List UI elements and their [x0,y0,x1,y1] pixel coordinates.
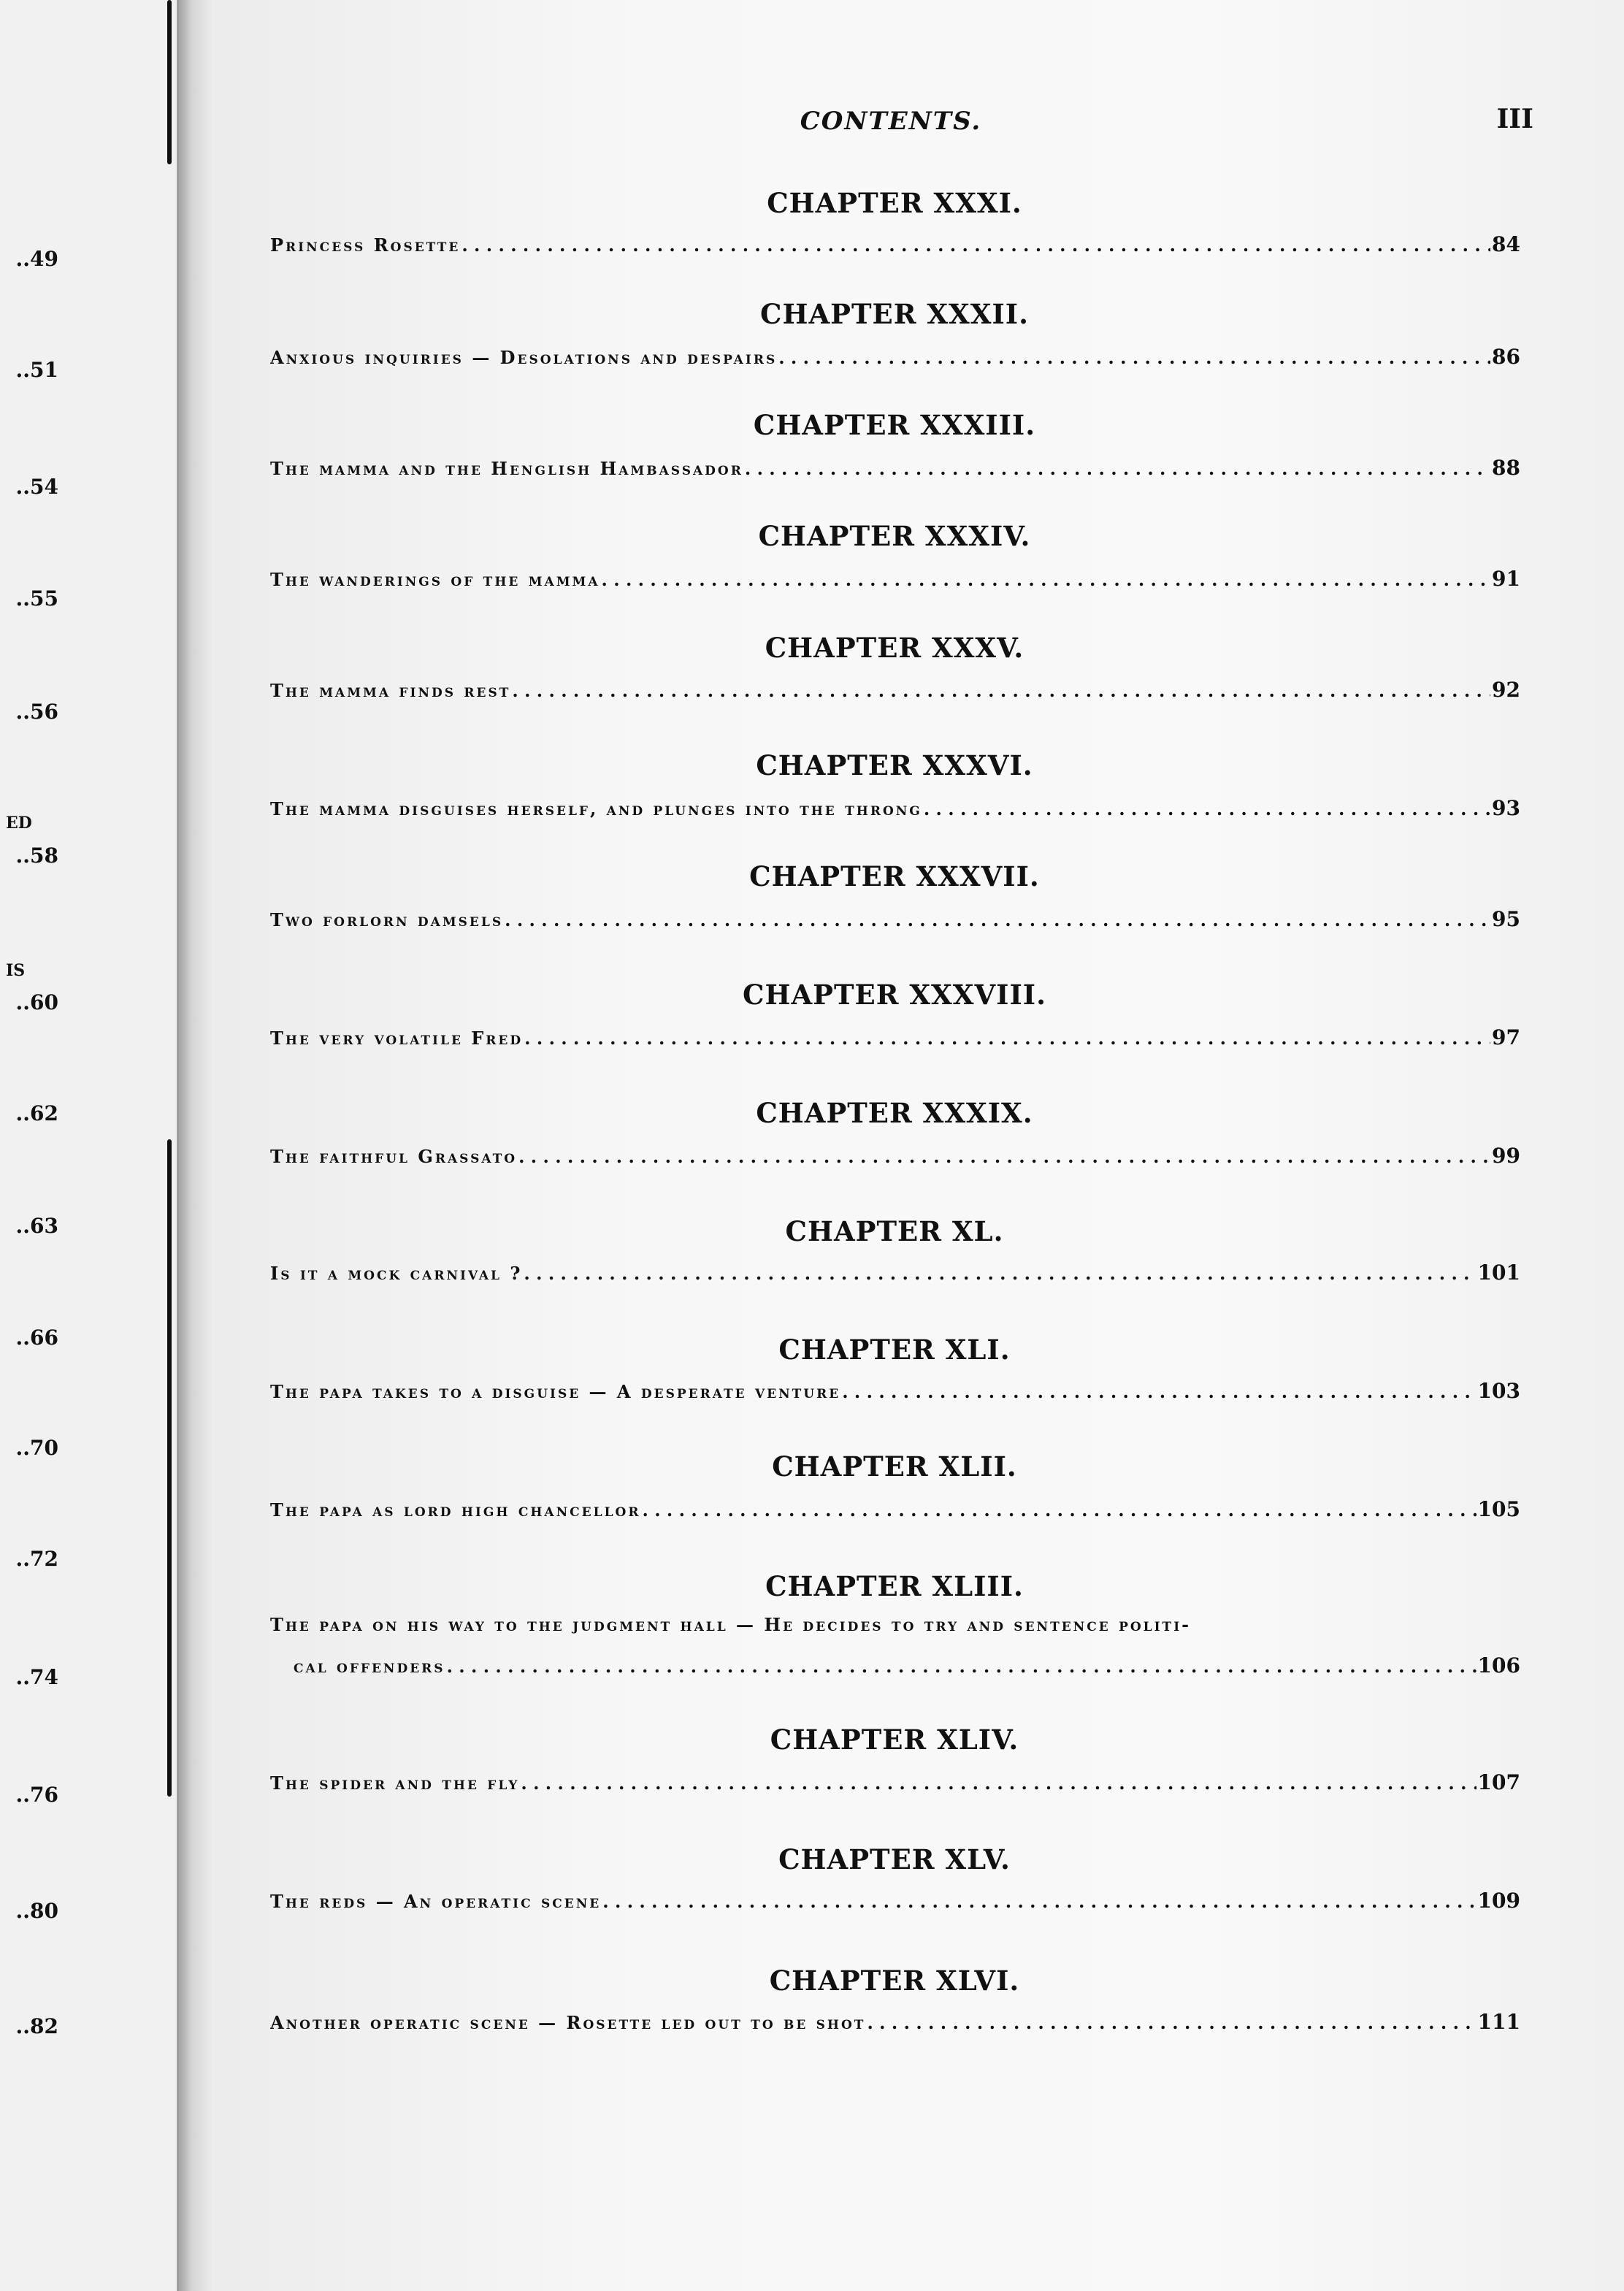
chapter-title-continuation: cal offenders [294,1656,445,1677]
chapter-heading: CHAPTER XXXVIII. [743,979,1046,1011]
chapter-title: The very volatile Fred [270,1028,524,1049]
chapter-heading: CHAPTER XL. [785,1215,1004,1247]
toc-entry [270,1261,1520,1285]
left-page-number: ..51 [15,358,58,382]
left-page-number: ..58 [15,844,58,868]
left-page-number: ..49 [15,247,58,271]
dot-leader [867,2012,1476,2033]
chapter-heading: CHAPTER XLIII. [765,1570,1024,1602]
dot-leader [778,347,1490,368]
chapter-title: Anxious inquiries — Desolations and despairs [270,347,778,368]
chapter-page-number: 107 [1477,1770,1520,1794]
toc-entry [270,796,1520,820]
chapter-page-number: 99 [1492,1144,1520,1168]
dot-leader [642,1499,1476,1521]
left-page-fragment: ED [6,814,32,833]
toc-entry [270,1144,1520,1168]
left-page-number: ..74 [15,1665,58,1689]
left-page-number: ..66 [15,1326,58,1350]
toc-entry [270,1889,1520,1913]
chapter-title: Princess Rosette [270,234,461,256]
chapter-page-number: 88 [1492,456,1520,480]
left-facing-page [0,0,177,2291]
chapter-title: The wanderings of the mamma [270,569,600,590]
toc-entry [270,907,1520,931]
chapter-heading: CHAPTER XXXII. [760,298,1029,330]
chapter-page-number: 84 [1492,232,1520,256]
chapter-title: The mamma and the Henglish Hambassador [270,458,743,479]
dot-leader [524,1263,1476,1284]
dot-leader [447,1656,1476,1677]
left-page-number: ..76 [15,1783,58,1807]
left-page-number: ..70 [15,1436,58,1460]
chapter-title: The mamma disguises herself, and plunges into the throng [270,798,922,819]
chapter-heading: CHAPTER XXXIII. [753,409,1036,441]
toc-entry [270,345,1520,369]
toc-entry [270,2010,1520,2034]
chapter-page-number: 86 [1492,345,1520,369]
left-page-number: ..62 [15,1101,58,1125]
chapter-heading: CHAPTER XXXI. [767,187,1022,219]
dot-leader [842,1381,1476,1402]
chapter-heading: CHAPTER XLI. [778,1334,1011,1366]
page-number: III [1496,104,1533,134]
left-page-number: ..80 [15,1899,58,1923]
chapter-title: The spider and the fly [270,1772,520,1794]
chapter-page-number: 92 [1492,678,1520,702]
dot-leader [745,458,1490,479]
chapter-page-number: 103 [1477,1379,1520,1403]
left-page-fragment: IS [6,961,26,980]
chapter-heading: CHAPTER XXXV. [765,632,1024,664]
chapter-title: Is it a mock carnival ? [270,1263,523,1284]
dot-leader [521,1772,1476,1794]
dot-leader [461,234,1490,256]
chapter-page-number: 101 [1477,1261,1520,1285]
chapter-heading: CHAPTER XLV. [778,1843,1011,1875]
toc-entry [270,1379,1520,1403]
binding-mark [167,0,172,164]
chapter-heading: CHAPTER XXXVII. [749,860,1040,892]
toc-entry [270,1497,1520,1521]
chapter-page-number: 109 [1477,1889,1520,1913]
chapter-title: The papa as lord high chancellor [270,1499,641,1521]
chapter-page-number: 95 [1492,907,1520,931]
left-page-number: ..82 [15,2014,58,2038]
chapter-heading: CHAPTER XXXIV. [758,520,1031,552]
left-page-number: ..63 [15,1214,58,1238]
dot-leader [512,680,1490,701]
chapter-title: Another operatic scene — Rosette led out to be shot [270,2012,866,2033]
chapter-title: The reds — An operatic scene [270,1891,602,1912]
chapter-page-number: 111 [1477,2010,1520,2034]
page-title: CONTENTS. [800,107,982,136]
binding-mark [167,1139,172,1797]
dot-leader [505,909,1490,930]
toc-entry [270,567,1520,591]
dot-leader [518,1146,1490,1167]
toc-entry [270,232,1520,256]
toc-entry [270,678,1520,702]
chapter-heading: CHAPTER XLII. [772,1450,1017,1483]
toc-entry [270,1770,1520,1794]
dot-leader [924,798,1490,819]
left-page-number: ..72 [15,1547,58,1571]
chapter-page-number: 105 [1477,1497,1520,1521]
chapter-page-number: 106 [1477,1653,1520,1678]
toc-entry [270,456,1520,480]
dot-leader [524,1028,1490,1049]
page-gutter [177,0,215,2291]
left-page-number: ..54 [15,475,58,499]
chapter-title: Two forlorn damsels [270,909,504,930]
chapter-heading: CHAPTER XXXIX. [756,1097,1033,1129]
chapter-page-number: 93 [1492,796,1520,820]
chapter-heading: CHAPTER XXXVI. [756,749,1033,781]
chapter-title: The papa takes to a disguise — A desperate venture [270,1381,841,1402]
dot-leader [602,569,1491,590]
chapter-title: The papa on his way to the judgment hall — He decides to try and sentence politi- [270,1614,1192,1635]
toc-entry [270,1614,1520,1678]
left-page-number: ..55 [15,586,58,611]
chapter-page-number: 91 [1492,567,1520,591]
chapter-title: The faithful Grassato [270,1146,518,1167]
left-page-number: ..60 [15,990,58,1014]
dot-leader [602,1891,1476,1912]
left-page-number: ..56 [15,700,58,724]
toc-entry [270,1025,1520,1049]
chapter-title: The mamma finds rest [270,680,511,701]
chapter-heading: CHAPTER XLVI. [769,1965,1020,1997]
chapter-heading: CHAPTER XLIV. [770,1724,1019,1756]
chapter-page-number: 97 [1492,1025,1520,1049]
